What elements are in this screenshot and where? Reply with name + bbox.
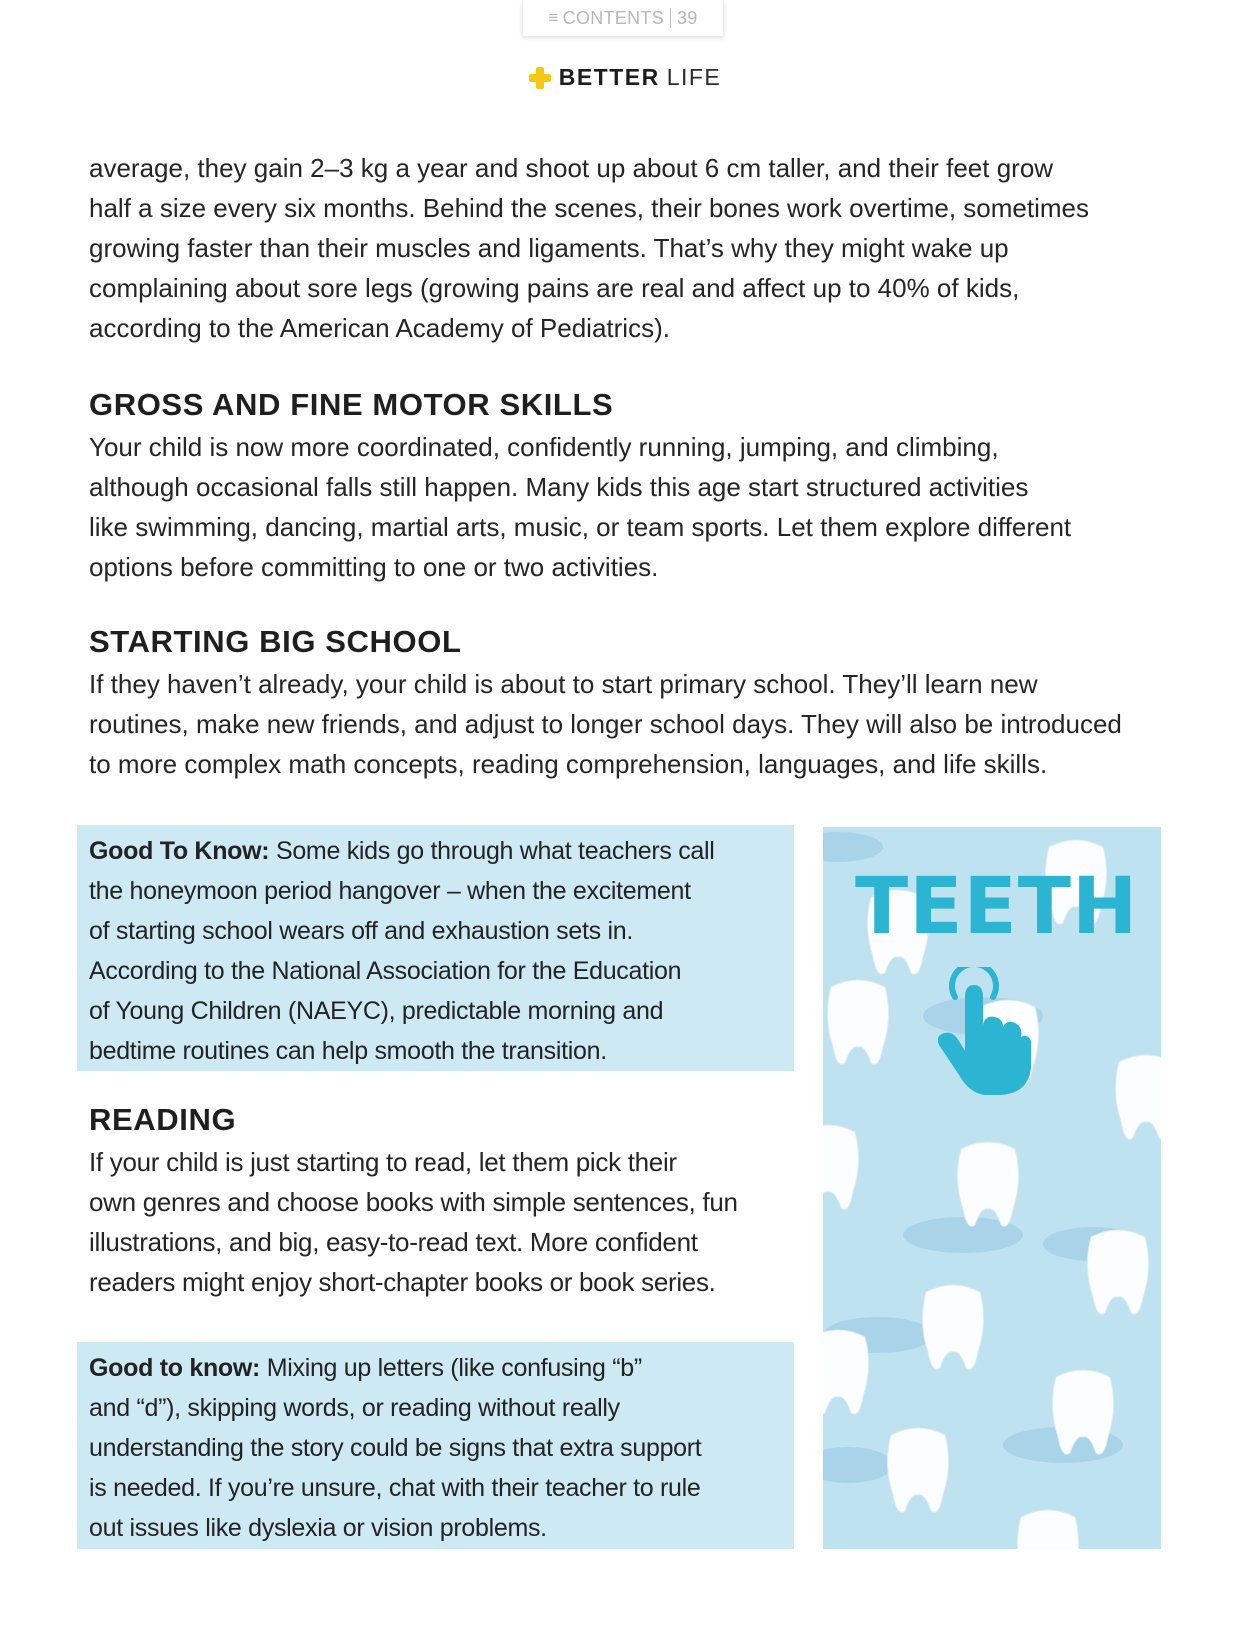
text-line: routines, make new friends, and adjust to longer school days. They will also be introduced: [89, 709, 1122, 739]
tooth-icon: [1013, 1507, 1083, 1549]
text-line: of Young Children (NAEYC), predictable morning and: [89, 997, 664, 1025]
tooth-icon: [1111, 1052, 1161, 1147]
tip-label: Good To Know:: [89, 837, 270, 865]
reading-section: [89, 1098, 789, 1302]
intro-paragraph: [89, 148, 1189, 348]
tooth-icon: [823, 977, 893, 1072]
text-line: illustrations, and big, easy-to-read text. More confident: [89, 1227, 698, 1257]
tooth-icon: [823, 1122, 863, 1217]
tap-hand-icon: [935, 967, 1035, 1097]
text-line: although occasional falls still happen. Many kids this age start structured activities: [89, 472, 1029, 502]
text-line: to more complex math concepts, reading comprehension, languages, and life skills.: [89, 749, 1048, 779]
menu-icon: ≡: [548, 8, 559, 27]
section-brand: [0, 64, 1250, 91]
text-line: growing faster than their muscles and ligaments. That’s why they might wake up: [89, 233, 1009, 263]
text-line: according to the American Academy of Pediatrics).: [89, 313, 670, 343]
text-line: According to the National Association for the Education: [89, 957, 682, 985]
text-line: average, they gain 2–3 kg a year and shoot up about 6 cm taller, and their feet grow: [89, 153, 1054, 183]
text-line: the honeymoon period hangover – when the excitement: [89, 877, 691, 905]
text-line: options before committing to one or two activities.: [89, 552, 659, 582]
text-line: complaining about sore legs (growing pains are real and affect up to 40% of kids,: [89, 273, 1020, 303]
text-line: bedtime routines can help smooth the transition.: [89, 1037, 607, 1065]
text-line: understanding the story could be signs that extra support: [89, 1434, 702, 1462]
section-heading: READING: [89, 1102, 237, 1137]
brand-light: LIFE: [666, 64, 722, 90]
text-line: of starting school wears off and exhaustion sets in.: [89, 917, 633, 945]
teeth-title: TEETH: [855, 862, 1139, 952]
text-line: Your child is now more coordinated, confidently running, jumping, and climbing,: [89, 432, 999, 462]
text-line: If your child is just starting to read, let them pick their: [89, 1147, 677, 1177]
contents-label: CONTENTS: [562, 7, 664, 28]
tip-label: Good to know:: [89, 1354, 261, 1382]
motor-skills-section: [89, 383, 1189, 587]
text-line: like swimming, dancing, martial arts, music, or team sports. Let them explore different: [89, 512, 1072, 542]
plus-icon: [529, 67, 551, 89]
tooth-icon: [918, 1282, 988, 1377]
text-line: is needed. If you’re unsure, chat with their teacher to rule: [89, 1474, 701, 1502]
text-line: out issues like dyslexia or vision problems.: [89, 1514, 547, 1542]
starting-school-section: [89, 620, 1209, 784]
text-line: own genres and choose books with simple sentences, fun: [89, 1187, 738, 1217]
section-heading: GROSS AND FINE MOTOR SKILLS: [89, 387, 614, 422]
good-to-know-box: [77, 1342, 794, 1549]
tooth-icon: [823, 1327, 873, 1422]
brand-bold: BETTER: [558, 64, 660, 90]
tooth-icon: [953, 1139, 1023, 1234]
text-line: Mixing up letters (like confusing “b”: [260, 1354, 642, 1382]
page-number: 39: [677, 7, 698, 28]
tooth-icon: [1083, 1227, 1153, 1322]
tooth-shadow: [823, 832, 883, 862]
section-heading: STARTING BIG SCHOOL: [89, 624, 462, 659]
text-line: readers might enjoy short-chapter books or book series.: [89, 1267, 716, 1297]
divider: [670, 8, 671, 28]
text-line: If they haven’t already, your child is about to start primary school. They’ll learn new: [89, 669, 1038, 699]
tooth-icon: [1048, 1367, 1118, 1462]
text-line: Some kids go through what teachers call: [269, 837, 715, 865]
teeth-link-card[interactable]: [823, 827, 1161, 1549]
tooth-icon: [883, 1425, 953, 1520]
text-line: half a size every six months. Behind the scenes, their bones work overtime, sometimes: [89, 193, 1089, 223]
good-to-know-box: [77, 825, 794, 1071]
contents-button[interactable]: [522, 0, 724, 36]
text-line: and “d”), skipping words, or reading without really: [89, 1394, 620, 1422]
